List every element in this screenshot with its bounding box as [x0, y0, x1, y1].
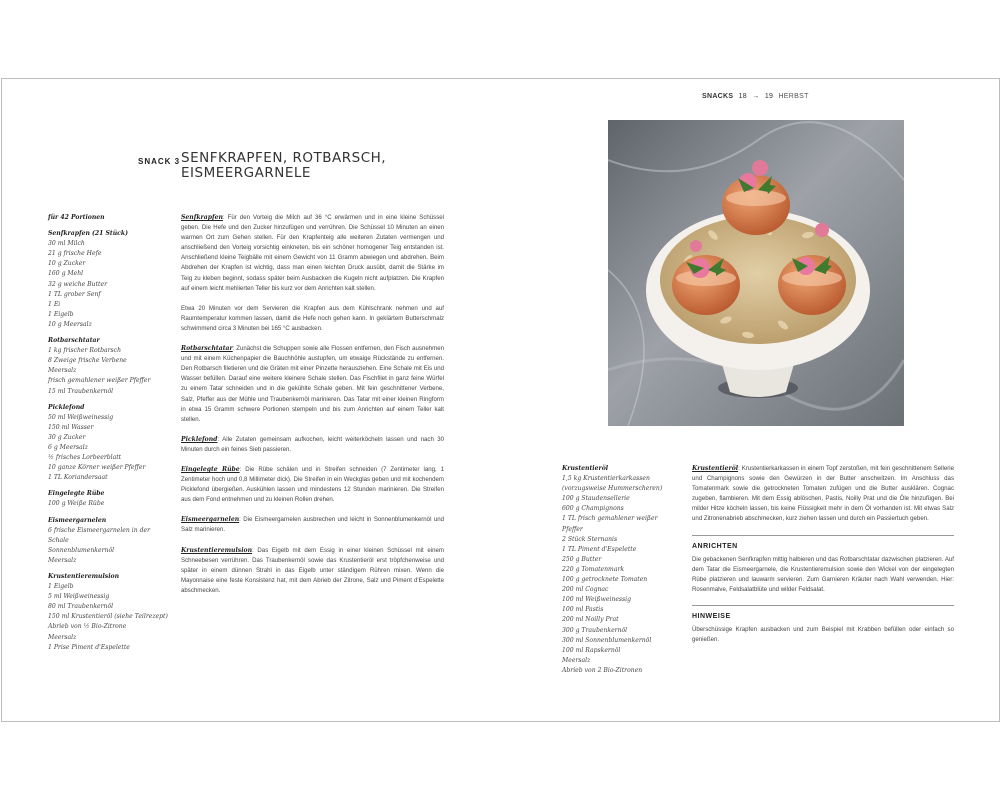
method-step-text: Etwa 20 Minuten vor dem Servieren die Krapfen aus dem Kühlschrank nehmen und auf Raumtemperatur kommen lassen, damit die Hefe noch gehen kann. In geklärtem Butterschmalz schwimmend circa 3 Minuten bei 165 °C ausbacken. — [181, 304, 444, 332]
ingredient-group-title: Picklefond — [48, 403, 85, 411]
dish-photo — [608, 120, 904, 426]
anrichten-text: Die gebackenen Senfkrapfen mittig halbieren und das Rotbarschtatar dazwischen platzieren. Auf dem Tatar die Eismeergarnele, die Krustentieremulsion sowie den Wickel von der eingelegten Rübe platzieren und lauwarm servieren. Zum Garnieren Kräuter nach Wahl verwenden. Hier: Rosenmalve, Feldsalatblüte und wilder Feldsalat. — [692, 555, 954, 593]
method-paragraph — [181, 213, 444, 294]
ingredient-group — [48, 489, 172, 509]
page-header — [702, 93, 809, 100]
method-step-text: : Die Rübe schälen und in Streifen schneiden (7 Zentimeter lang, 1 Zentimeter hoch und 0,8 Millimeter dick). Die Streifen in ein Weckglas geben und mit kochendem Picklefond übergießen. Auskühlen lassen und mindestens 12 Stunden marinieren. Die Streifen aus dem Fond entnehmen und zu kleinen Rollen drehen. — [181, 465, 444, 504]
method-paragraph — [181, 344, 444, 425]
method-step-lead: Eingelegte Rübe — [181, 465, 240, 473]
ingredient-group-title: Rotbarschtatar — [48, 337, 100, 345]
header-section: SNACKS — [702, 93, 734, 100]
ingredient-item: ½ frisches Lorbeerblatt — [48, 454, 122, 462]
ingredient-item: 250 g Butter — [562, 555, 602, 563]
ingredient-item: 1 TL frisch gemahlener weißer Pfeffer — [562, 515, 658, 533]
ingredient-item: Abrieb von 2 Bio-Zitronen — [562, 666, 643, 674]
ingredient-item: 1 TL grober Senf — [48, 290, 101, 298]
anrichten-heading: ANRICHTEN — [692, 542, 738, 550]
ingredient-item: 1 TL Koriandersaat — [48, 474, 108, 482]
ingredient-item: 1 Eigelb — [48, 310, 74, 318]
ingredient-item: 1 TL Piment d'Espelette — [562, 545, 637, 553]
ingredient-item: Meersalz — [562, 656, 591, 664]
ingredient-item: 220 g Tomatenmark — [562, 565, 625, 573]
book-spread — [1, 78, 1000, 722]
oil-paragraph — [692, 464, 954, 525]
ingredient-group-title: Krustentieremulsion — [48, 573, 120, 580]
header-page-left: 18 — [738, 93, 747, 100]
method-step-text: : Zunächst die Schuppen sowie alle Flossen entfernen, den Fisch ausnehmen und mit einem Küchenpapier die Bauchhöhle austupfen, um etwaige Rückstände zu entfernen. Den Rotbarsch filetieren und die Gräten mit einer Pinzette herausziehen. Eine Schale mit Eis und Wasser befüllen. Darauf eine weitere kleinere Schale stellen. Das Fischfilet in ganz feine Würfel zu einem Tatar schneiden und in die gekühlte Schale geben. Mit fein geschnittener Verbene, Salz, Pfeffer aus der Mühle und Traubenkernöl marinieren. Das Tatar mit einer kleinen Ringform in etwa 15 Gramm schwere Portionen stempeln und bis zum Anrichten auf einem Teller kalt stellen. — [181, 345, 444, 423]
ingredient-group-title: Eingelegte Rübe — [48, 490, 105, 498]
method-paragraph — [181, 304, 444, 334]
method-step-lead: Krustentieremulsion — [181, 546, 253, 554]
oil-lead: Krustentieröl — [692, 465, 739, 472]
ingredient-item: 30 g Zucker — [48, 433, 86, 441]
ingredients-left — [48, 213, 172, 659]
ingredient-item: 80 ml Traubenkernöl — [48, 603, 114, 611]
method-step-text: : Alle Zutaten gemeinsam aufkochen, leicht weiterköcheln lassen und nach 30 Minuten durch ein feines Sieb passieren. — [181, 435, 444, 453]
oil-text: : Krustentierkarkassen in einem Topf zerstoßen, mit fein geschnittenem Sellerie und Champignons sowie den Gewürzen in der Butter anschwitzen. Im Anschluss das Tomatenmark sowie die getrockneten Tomaten zufügen und die Butter ausklären. Cognac zugeben, flambieren. Mit dem Essig ablöschen, Pastis, Noilly Prat und die Öle hinzufügen. Bei milder Hitze köcheln lassen, bis keine Flüssigkeit mehr in dem Öl vorhanden ist. Mit etwas Salz und Zitronenabrieb abschmecken, kurz ziehen lassen und durch ein Passiertuch geben. — [692, 465, 954, 523]
hinweise-text: Überschüssige Krapfen ausbacken und zum Beispiel mit Krabben befüllen oder einfach so genießen. — [692, 626, 954, 644]
header-season: HERBST — [778, 93, 809, 100]
method-paragraph — [181, 515, 444, 535]
ingredient-item: 1 Prise Piment d'Espelette — [48, 643, 130, 651]
method-step-lead: Senfkrapfen — [181, 214, 223, 221]
ingredient-item: 10 g Zucker — [48, 260, 86, 268]
ingredient-item: 600 g Champignons — [562, 505, 624, 513]
ingredient-item: 200 ml Cognac — [562, 586, 609, 594]
method-paragraph — [181, 546, 444, 596]
ingredient-item: 6 g Meersalz — [48, 443, 88, 451]
ingredient-item: 1 Eigelb — [48, 583, 74, 591]
method-paragraph — [181, 435, 444, 455]
ingredient-group — [48, 572, 172, 653]
ingredient-item: 150 ml Wasser — [48, 423, 94, 431]
ingredient-group — [48, 229, 172, 330]
ingredient-item: 300 ml Sonnenblumenkernöl — [562, 636, 652, 644]
ingredient-item: 50 ml Weißweinessig — [48, 413, 114, 421]
ingredient-item: 5 ml Weißweinessig — [48, 593, 110, 601]
ingredient-item: 2 Stück Sternanis — [562, 535, 618, 543]
ingredient-item: Sonnenblumenkernöl — [48, 546, 115, 554]
divider — [692, 605, 954, 606]
ingredient-item: frisch gemahlener weißer Pfeffer — [48, 377, 151, 385]
ingredient-item: 6 frische Eismeergarnelen in der Schale — [48, 526, 150, 544]
recipe-title: SENFKRAPFEN, ROTBARSCH, EISMEERGARNELE — [181, 150, 387, 181]
method-step-lead: Eismeergarnelen — [181, 516, 240, 524]
ingredient-item: 8 Zweige frische Verbene — [48, 357, 127, 365]
header-page-right: 19 — [764, 93, 774, 100]
ingredient-item: 100 ml Rapskernöl — [562, 646, 621, 654]
ingredient-item: 10 ganze Körner weißer Pfeffer — [48, 464, 146, 472]
ingredient-item: 32 g weiche Butter — [48, 280, 108, 288]
divider — [692, 535, 954, 536]
ingredient-item: Meersalz — [48, 633, 77, 641]
ingredient-item: 15 ml Traubenkernöl — [48, 387, 114, 395]
method-right — [692, 464, 954, 655]
ingredient-item: 100 ml Weißweinessig — [562, 596, 632, 604]
method-step-text: : Für den Vorteig die Milch auf 36 °C erwärmen und in eine kleine Schüssel geben. Die Hefe und den Zucker hinzufügen und verrühren. Die Schüssel 10 Minuten an einen warmen Ort zum Gehen stellen. Für den Krapfenteig alle weiteren Zutaten vermengen und anschließend den Vorteig vorsichtig einkneten, bis ein schöner homogener Teig entstanden ist. Anschließend kleine Teigbälle mit einem Gewicht von 11 Gramm abwiegen und abdrehen. Beim Abdrehen der Krapfen ist wichtig, dass man einen leichten Druck ausübt, damit die Stärke im Teig zu kleben beginnt, sodass später beim Ausbacken die Kugeln nicht aufplatzen. Die Krapfen auf einem leicht mehlierten Teller bis kurz vor dem Anrichten kalt stellen. — [181, 214, 444, 292]
ingredient-group-title: Senfkrapfen (21 Stück) — [48, 230, 128, 238]
dish-photo-svg — [608, 120, 904, 426]
ingredient-item: 100 g Weiße Rübe — [48, 500, 105, 508]
method-step-lead: Rotbarschtatar — [181, 345, 233, 353]
ingredient-item: 1 Ei — [48, 300, 61, 308]
ingredients-right — [562, 464, 680, 682]
ingredient-item: 21 g frische Hefe — [48, 250, 102, 258]
ingredient-group-title: Eismeergarnelen — [48, 516, 107, 524]
ingredient-item: Abrieb von ½ Bio-Zitrone — [48, 623, 127, 631]
method-step-lead: Picklefond — [181, 435, 218, 443]
ingredient-group — [48, 516, 172, 566]
method-step-text: : Das Eigelb mit dem Essig in einer kleinen Schüssel mit einem Schneebesen verrühren. Das Traubenkernöl sowie das Krustentieröl erst tröpfchenweise und später in einem dünnen Strahl in das Eigelb unter ständigem Rühren mixen. Wenn die Mayonnaise eine feste Konsistenz hat, mit dem Abrieb der Zitrone, Salz und Piment d'Espelette abschmecken. — [181, 546, 444, 594]
hinweise-heading: HINWEISE — [692, 613, 731, 621]
portions — [48, 213, 172, 223]
portions-label: für 42 Portionen — [48, 214, 105, 221]
ingredient-group — [562, 464, 680, 676]
ingredient-item: Meersalz — [48, 367, 77, 375]
ingredient-item: 1 kg frischer Rotbarsch — [48, 347, 122, 355]
ingredient-item: 30 ml Milch — [48, 240, 85, 248]
ingredient-item: 300 g Traubenkernöl — [562, 626, 628, 634]
method-step-text: : Die Eismeergarnelen ausbrechen und leicht in Sonnenblumenkernöl und Salz marinieren. — [181, 516, 444, 534]
snack-label: SNACK 3 — [138, 157, 181, 166]
ingredient-item: 150 ml Krustentieröl (siehe Teilrezept) — [48, 613, 168, 621]
ingredient-group-title: Krustentieröl — [562, 465, 609, 472]
ingredient-item: 100 ml Pastis — [562, 606, 604, 614]
ingredient-item: 1,5 kg Krustentierkarkassen (vorzugsweise Hummerscheren) — [562, 475, 663, 493]
method-left — [181, 213, 444, 606]
method-paragraph — [181, 465, 444, 505]
ingredient-item: 160 g Mehl — [48, 270, 84, 278]
header-arrow: → — [752, 93, 760, 100]
ingredient-item: Meersalz — [48, 556, 77, 564]
ingredient-item: 200 ml Noilly Prat — [562, 616, 619, 624]
ingredient-item: 100 g Staudensellerie — [562, 495, 630, 503]
ingredient-item: 10 g Meersalz — [48, 320, 92, 328]
ingredient-group — [48, 403, 172, 484]
ingredient-group — [48, 336, 172, 397]
ingredient-item: 100 g getrocknete Tomaten — [562, 576, 648, 584]
